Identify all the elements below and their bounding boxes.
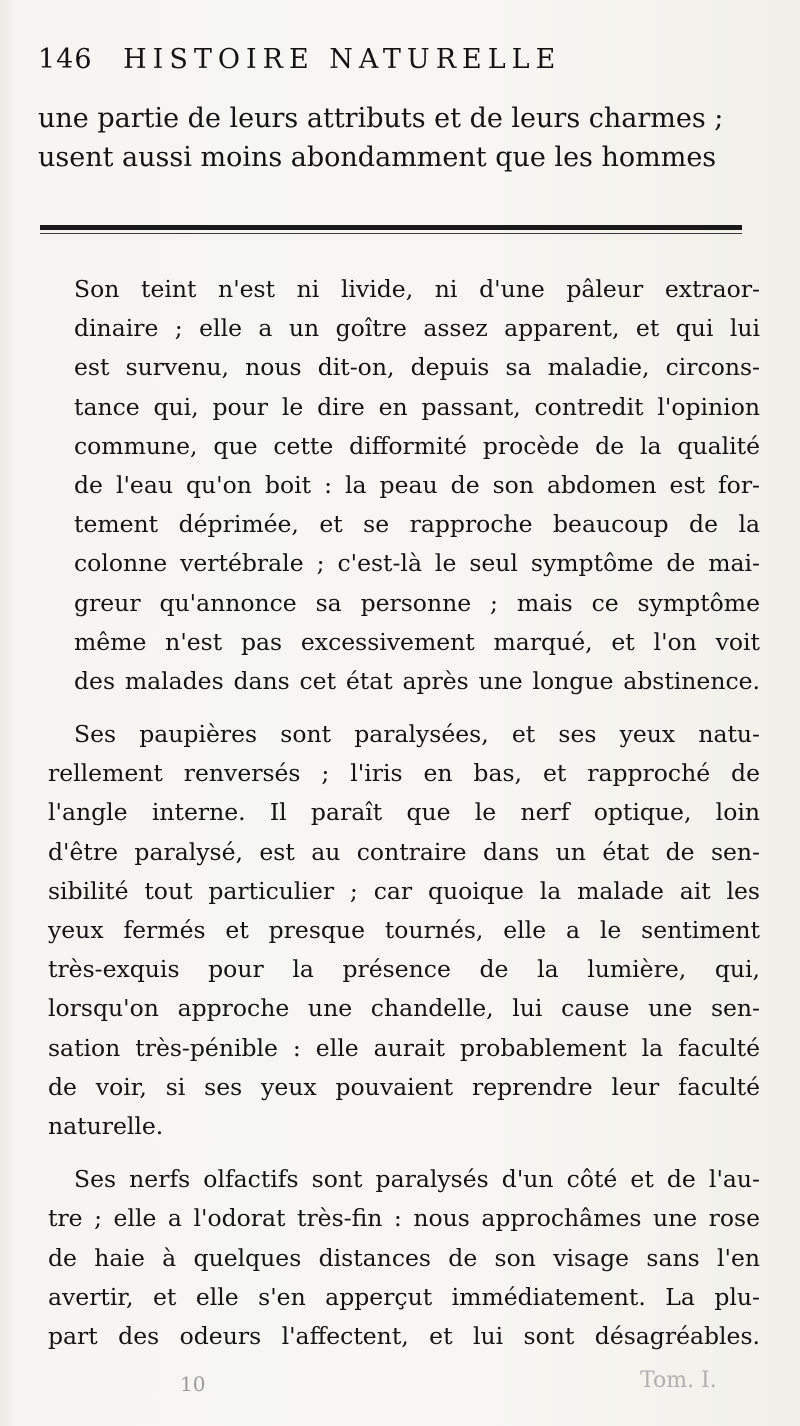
paragraph (48, 270, 760, 701)
text-line: tre ; elle a l'odorat très-fin : nous approchâmes une rose (48, 1204, 760, 1233)
running-header (38, 40, 678, 80)
carryover-text (38, 96, 758, 174)
text-line: tement déprimée, et se rapproche beaucoup de la (74, 510, 760, 539)
text-line: yeux fermés et presque tournés, elle a le sentiment (48, 916, 760, 944)
text-line: de haie à quelques distances de son visage sans l'en (48, 1243, 760, 1272)
text-line: dinaire ; elle a un goître assez apparent, et qui lui (74, 314, 760, 343)
text-line: greur qu'annonce sa personne ; mais ce symptôme (74, 588, 760, 617)
carryover-line: une partie de leurs attributs et de leurs charmes ; (38, 103, 724, 134)
running-title: HISTOIRE NATURELLE (123, 44, 562, 75)
text-line: commune, que cette difformité procède de la qualité (74, 431, 760, 460)
signature-mark: 10 (180, 1372, 206, 1396)
text-line: sation très-pénible : elle aurait probablement la faculté (48, 1033, 760, 1062)
text-line: part des odeurs l'affectent, et lui sont désagréables. (48, 1321, 760, 1350)
text-line: colonne vertébrale ; c'est-là le seul symptôme de mai- (74, 549, 760, 578)
section-divider-thin (40, 233, 742, 234)
body-text (48, 270, 760, 1370)
text-line: Son teint n'est ni livide, ni d'une pâleur extraor- (74, 275, 760, 303)
page-number: 146 (38, 44, 93, 75)
text-line: avertir, et elle s'en apperçut immédiatement. La plu- (48, 1282, 760, 1311)
text-line: sibilité tout particulier ; car quoique la malade ait les (48, 876, 760, 905)
section-divider (40, 225, 742, 230)
text-line: rellement renversés ; l'iris en bas, et rapproché de (48, 759, 760, 788)
text-line: Ses paupières sont paralysées, et ses yeux natu- (74, 720, 760, 749)
text-line: l'angle interne. Il paraît que le nerf optique, loin (48, 798, 760, 827)
paragraph (48, 715, 760, 1146)
text-line: est survenu, nous dit-on, depuis sa maladie, circons- (74, 353, 760, 382)
text-line: même n'est pas excessivement marqué, et l'on voit (74, 627, 760, 656)
text-line: Ses nerfs olfactifs sont paralysés d'un côté et de l'au- (74, 1165, 760, 1194)
tome-mark: Tom. I. (640, 1368, 717, 1393)
text-line: très-exquis pour la présence de la lumière, qui, (48, 955, 760, 984)
text-line: tance qui, pour le dire en passant, contredit l'opinion (74, 392, 760, 421)
paragraph (48, 1160, 760, 1356)
text-line: des malades dans cet état après une longue abstinence. (74, 666, 760, 695)
text-line: de l'eau qu'on boit : la peau de son abdomen est for- (74, 470, 760, 499)
text-line: de voir, si ses yeux pouvaient reprendre leur faculté (48, 1072, 760, 1101)
text-line: d'être paralysé, est au contraire dans un état de sen- (48, 837, 760, 866)
text-line: lorsqu'on approche une chandelle, lui cause une sen- (48, 994, 760, 1023)
text-line: naturelle. (48, 1111, 164, 1140)
carryover-line: usent aussi moins abondamment que les hommes (38, 142, 717, 174)
